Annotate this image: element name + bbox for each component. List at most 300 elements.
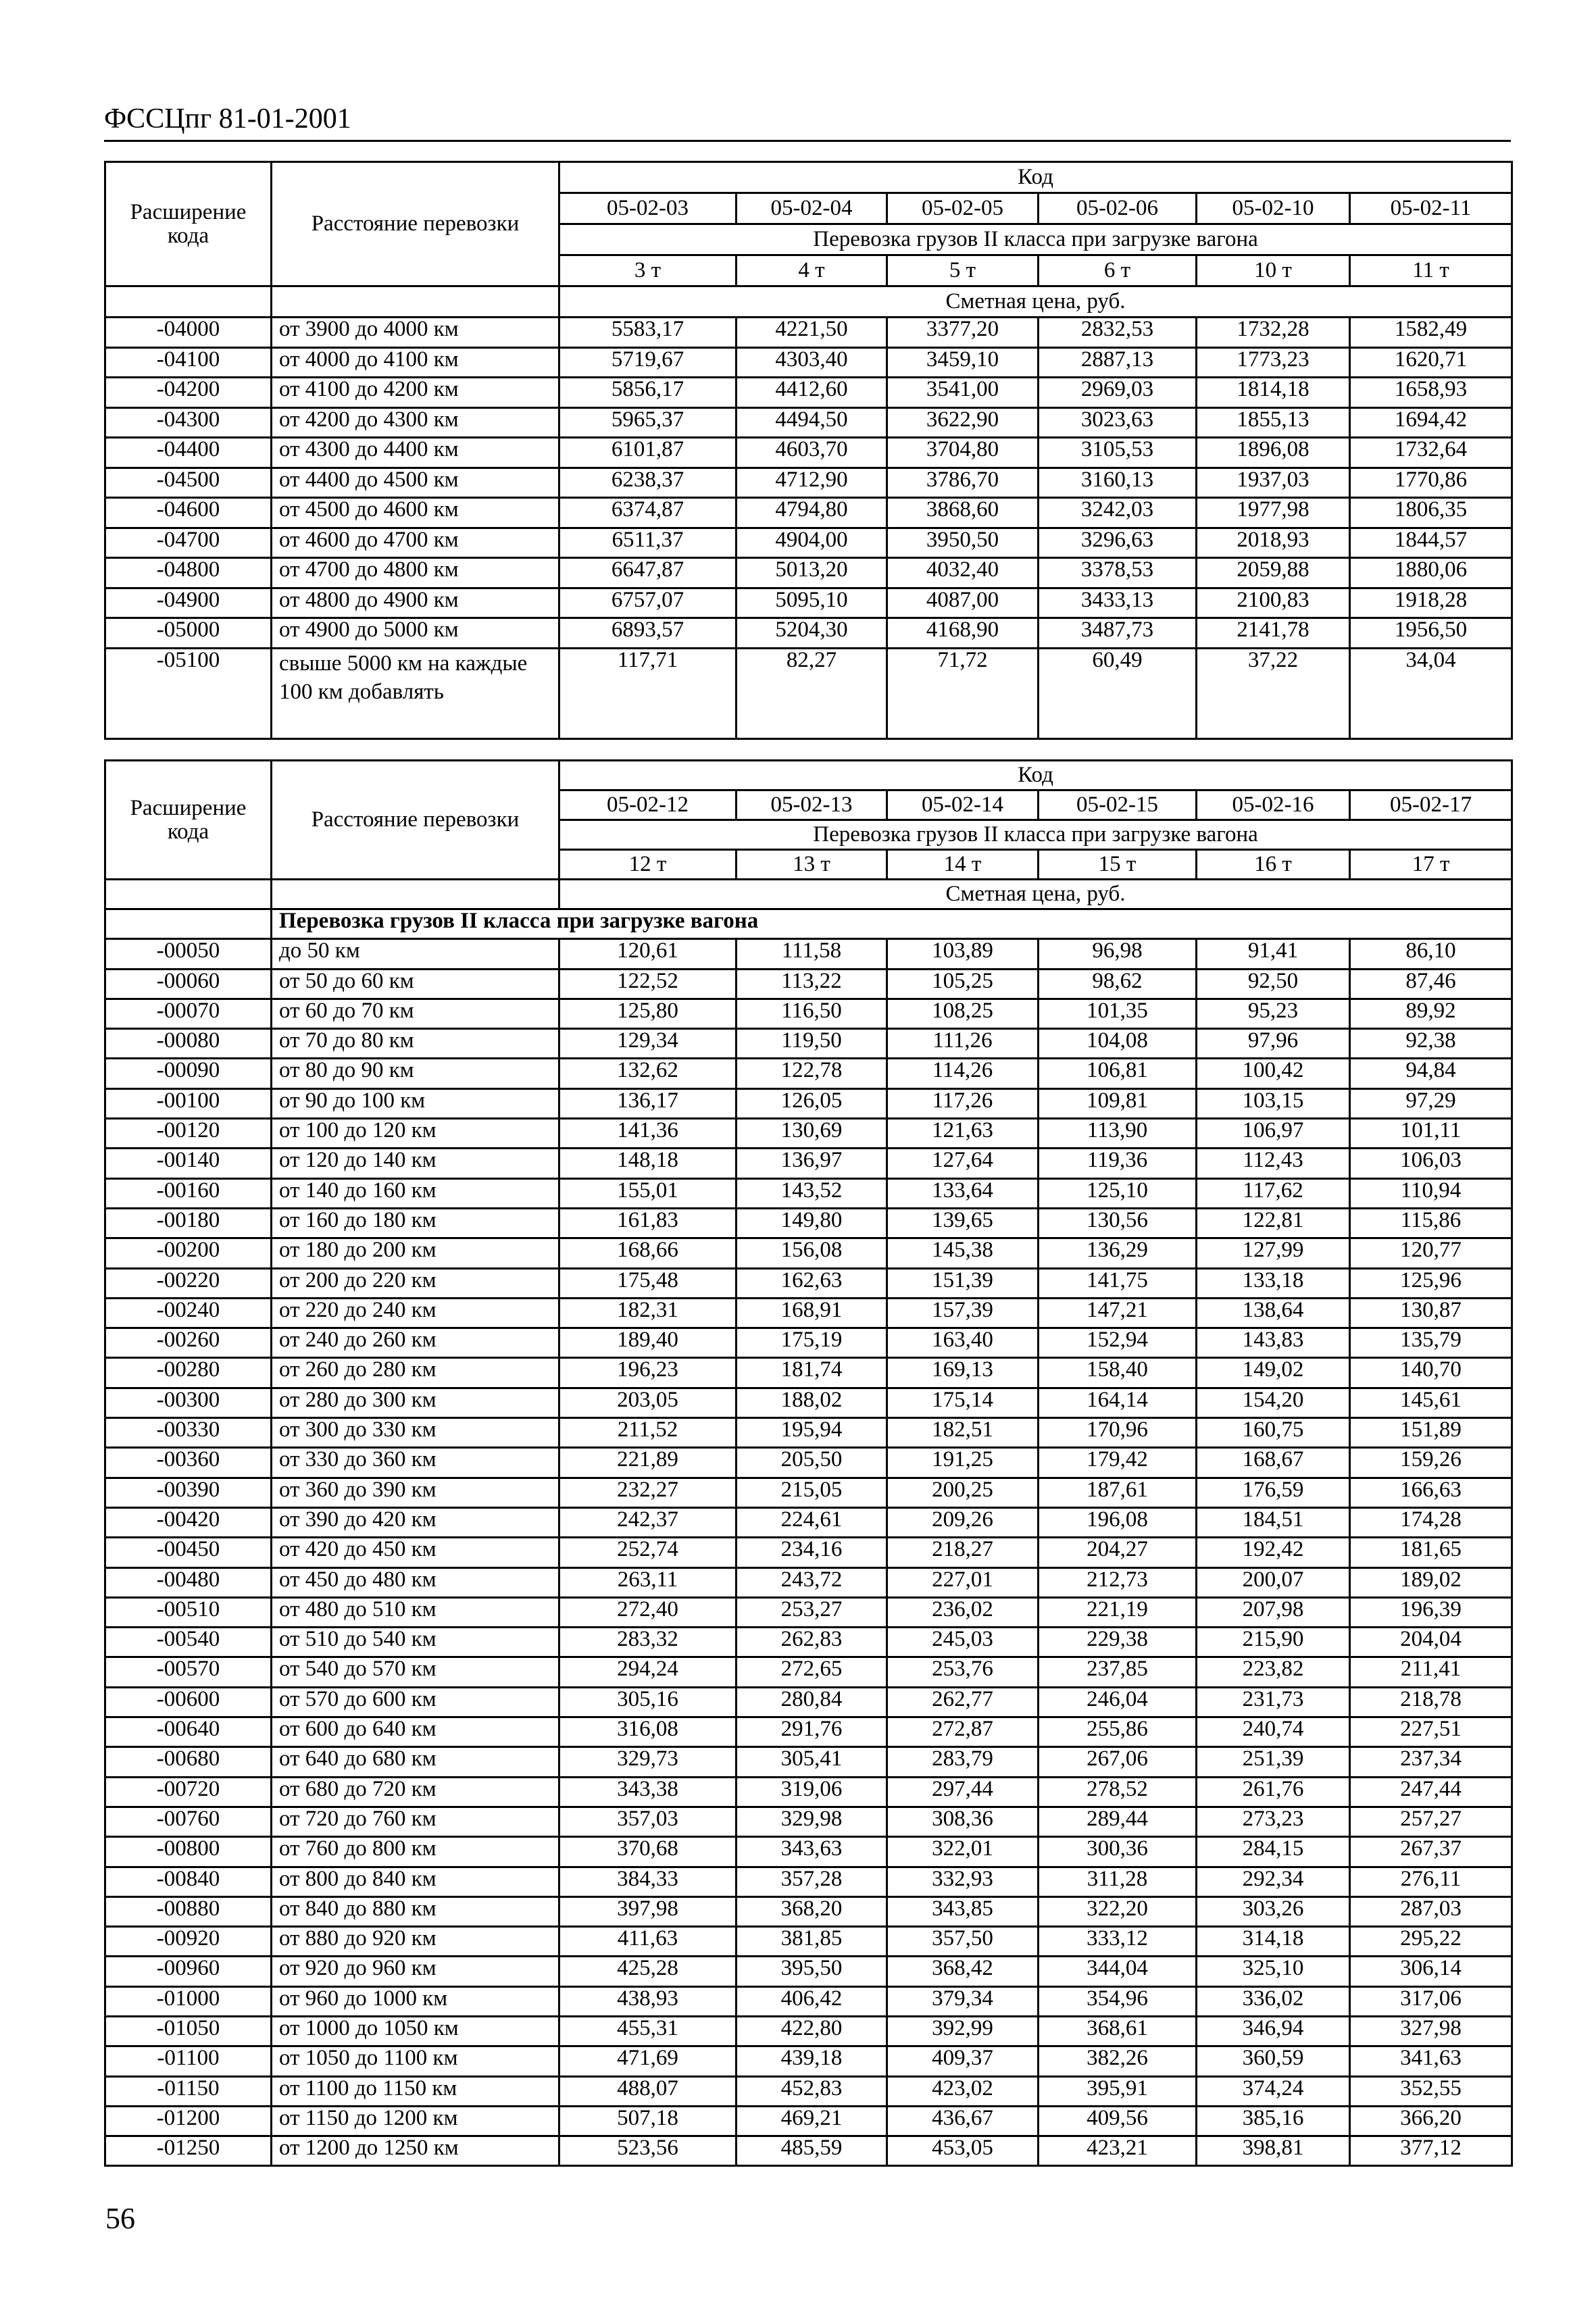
- price-cell: 4087,00: [887, 588, 1039, 618]
- price-cell: 319,06: [737, 1777, 887, 1807]
- price-cell: 1844,57: [1350, 528, 1512, 558]
- code-header: 05-02-12: [559, 790, 737, 820]
- price-cell: 1918,28: [1350, 588, 1512, 618]
- price-cell: 329,73: [559, 1747, 737, 1777]
- price-cell: 272,87: [887, 1717, 1039, 1747]
- price-cell: 308,36: [887, 1807, 1039, 1836]
- price-table-1: [104, 161, 1513, 740]
- price-cell: 3950,50: [887, 528, 1039, 558]
- table-row: [105, 588, 1512, 618]
- price-cell: 141,36: [559, 1119, 737, 1149]
- price-cell: 314,18: [1197, 1927, 1350, 1957]
- table-row: [105, 1807, 1512, 1836]
- price-cell: 6893,57: [559, 618, 737, 649]
- price-cell: 284,15: [1197, 1837, 1350, 1867]
- code-extension-cell: -04000: [105, 318, 272, 348]
- code-extension-cell: -01050: [105, 2016, 272, 2046]
- price-cell: 3160,13: [1039, 468, 1197, 498]
- price-cell: 4221,50: [737, 318, 887, 348]
- table-row: [105, 1777, 1512, 1807]
- price-cell: 224,61: [737, 1507, 887, 1537]
- price-cell: 119,36: [1039, 1149, 1197, 1178]
- price-cell: 218,78: [1350, 1687, 1512, 1717]
- code-extension-cell: -00090: [105, 1059, 272, 1088]
- price-cell: 157,39: [887, 1298, 1039, 1328]
- distance-cell: до 50 км: [272, 939, 559, 969]
- price-cell: 133,18: [1197, 1268, 1350, 1298]
- price-cell: 343,63: [737, 1837, 887, 1867]
- distance-cell: от 300 до 330 км: [272, 1418, 559, 1448]
- table-row: [105, 1059, 1512, 1088]
- price-cell: 368,20: [737, 1896, 887, 1926]
- price-cell: 92,50: [1197, 969, 1350, 999]
- table-1-body: [105, 318, 1512, 739]
- price-cell: 120,77: [1350, 1238, 1512, 1268]
- code-extension-cell: -00160: [105, 1178, 272, 1208]
- load-header: 11 т: [1350, 255, 1512, 286]
- price-cell: 130,56: [1039, 1208, 1197, 1238]
- distance-cell: от 4600 до 4700 км: [272, 528, 559, 558]
- code-extension-cell: -00360: [105, 1448, 272, 1478]
- price-cell: 317,06: [1350, 1986, 1512, 2016]
- price-cell: 127,99: [1197, 1238, 1350, 1268]
- price-cell: 3541,00: [887, 378, 1039, 408]
- price-cell: 189,02: [1350, 1567, 1512, 1597]
- price-cell: 237,85: [1039, 1657, 1197, 1687]
- price-cell: 280,84: [737, 1687, 887, 1717]
- price-cell: 111,26: [887, 1029, 1039, 1059]
- price-cell: 108,25: [887, 999, 1039, 1028]
- price-cell: 3459,10: [887, 347, 1039, 378]
- table-row: [105, 1149, 1512, 1178]
- distance-cell: от 280 до 300 км: [272, 1388, 559, 1417]
- cargo-class-header: Перевозка грузов II класса при загрузке вагона: [559, 224, 1512, 255]
- price-cell: 3487,73: [1039, 618, 1197, 649]
- distance-cell: от 4100 до 4200 км: [272, 378, 559, 408]
- price-cell: 163,40: [887, 1328, 1039, 1358]
- price-cell: 100,42: [1197, 1059, 1350, 1088]
- load-header: 12 т: [559, 850, 737, 880]
- price-cell: 5013,20: [737, 558, 887, 588]
- code-extension-cell: -00450: [105, 1538, 272, 1567]
- distance-cell: от 760 до 800 км: [272, 1837, 559, 1867]
- price-cell: 130,87: [1350, 1298, 1512, 1328]
- code-extension-cell: -00260: [105, 1328, 272, 1358]
- column-header-code: Код: [559, 761, 1512, 790]
- price-cell: 336,02: [1197, 1986, 1350, 2016]
- price-cell: 122,78: [737, 1059, 887, 1088]
- code-header: 05-02-15: [1039, 790, 1197, 820]
- price-cell: 5583,17: [559, 318, 737, 348]
- price-cell: 179,42: [1039, 1448, 1197, 1478]
- table-row: [105, 558, 1512, 588]
- price-cell: 113,90: [1039, 1119, 1197, 1149]
- price-cell: 341,63: [1350, 2046, 1512, 2076]
- price-cell: 136,29: [1039, 1238, 1197, 1268]
- price-cell: 129,34: [559, 1029, 737, 1059]
- price-cell: 159,26: [1350, 1448, 1512, 1478]
- price-cell: 148,18: [559, 1149, 737, 1178]
- price-cell: 5719,67: [559, 347, 737, 378]
- price-cell: 246,04: [1039, 1687, 1197, 1717]
- price-cell: 395,50: [737, 1957, 887, 1986]
- price-cell: 174,28: [1350, 1507, 1512, 1537]
- code-header: 05-02-17: [1350, 790, 1512, 820]
- distance-cell: от 540 до 570 км: [272, 1657, 559, 1687]
- price-cell: 111,58: [737, 939, 887, 969]
- code-extension-cell: -00680: [105, 1747, 272, 1777]
- price-cell: 6101,87: [559, 438, 737, 468]
- price-cell: 291,76: [737, 1717, 887, 1747]
- distance-cell: от 600 до 640 км: [272, 1717, 559, 1747]
- price-cell: 234,16: [737, 1538, 887, 1567]
- distance-cell: от 1200 до 1250 км: [272, 2136, 559, 2166]
- price-cell: 168,67: [1197, 1448, 1350, 1478]
- table-row: [105, 1747, 1512, 1777]
- price-cell: 184,51: [1197, 1507, 1350, 1537]
- price-cell: 170,96: [1039, 1418, 1197, 1448]
- price-cell: 1770,86: [1350, 468, 1512, 498]
- price-cell: 4712,90: [737, 468, 887, 498]
- price-cell: 2887,13: [1039, 347, 1197, 378]
- price-cell: 327,98: [1350, 2016, 1512, 2046]
- cargo-class-header: Перевозка грузов II класса при загрузке вагона: [559, 820, 1512, 850]
- code-extension-cell: -00510: [105, 1597, 272, 1627]
- price-cell: 3378,53: [1039, 558, 1197, 588]
- price-cell: 192,42: [1197, 1538, 1350, 1567]
- price-cell: 2018,93: [1197, 528, 1350, 558]
- price-cell: 5856,17: [559, 378, 737, 408]
- price-cell: 175,19: [737, 1328, 887, 1358]
- code-header: 05-02-04: [737, 193, 887, 224]
- price-cell: 252,74: [559, 1538, 737, 1567]
- price-cell: 278,52: [1039, 1777, 1197, 1807]
- price-cell: 136,17: [559, 1088, 737, 1118]
- price-cell: 523,56: [559, 2136, 737, 2166]
- price-cell: 455,31: [559, 2016, 737, 2046]
- price-cell: 207,98: [1197, 1597, 1350, 1627]
- price-cell: 98,62: [1039, 969, 1197, 999]
- price-cell: 438,93: [559, 1986, 737, 2016]
- table-row: [105, 1986, 1512, 2016]
- price-cell: 136,97: [737, 1149, 887, 1178]
- price-cell: 110,94: [1350, 1178, 1512, 1208]
- price-cell: 187,61: [1039, 1478, 1197, 1507]
- price-cell: 237,34: [1350, 1747, 1512, 1777]
- price-cell: 103,89: [887, 939, 1039, 969]
- price-cell: 3105,53: [1039, 438, 1197, 468]
- price-cell: 360,59: [1197, 2046, 1350, 2076]
- code-extension-cell: -01100: [105, 2046, 272, 2076]
- table-row: [105, 1507, 1512, 1537]
- price-cell: 191,25: [887, 1448, 1039, 1478]
- section-blank: [105, 909, 272, 939]
- distance-cell: от 640 до 680 км: [272, 1747, 559, 1777]
- price-cell: 154,20: [1197, 1388, 1350, 1417]
- price-cell: 1658,93: [1350, 378, 1512, 408]
- code-extension-cell: -00390: [105, 1478, 272, 1507]
- table-row: [105, 1178, 1512, 1208]
- table-row: [105, 2106, 1512, 2136]
- price-cell: 406,42: [737, 1986, 887, 2016]
- code-extension-cell: -00300: [105, 1388, 272, 1417]
- price-cell: 3868,60: [887, 498, 1039, 528]
- distance-cell: от 4000 до 4100 км: [272, 347, 559, 378]
- price-cell: 143,83: [1197, 1328, 1350, 1358]
- price-cell: 439,18: [737, 2046, 887, 2076]
- price-cell: 147,21: [1039, 1298, 1197, 1328]
- price-cell: 411,63: [559, 1927, 737, 1957]
- table-row: [105, 618, 1512, 649]
- price-cell: 5204,30: [737, 618, 887, 649]
- price-table-2: [104, 759, 1513, 2167]
- code-extension-cell: -04900: [105, 588, 272, 618]
- price-cell: 272,65: [737, 1657, 887, 1687]
- price-cell: 6511,37: [559, 528, 737, 558]
- price-cell: 305,16: [559, 1687, 737, 1717]
- price-cell: 469,21: [737, 2106, 887, 2136]
- price-cell: 346,94: [1197, 2016, 1350, 2046]
- code-extension-cell: -04800: [105, 558, 272, 588]
- code-extension-cell: -04200: [105, 378, 272, 408]
- price-cell: 232,27: [559, 1478, 737, 1507]
- price-cell: 297,44: [887, 1777, 1039, 1807]
- price-cell: 398,81: [1197, 2136, 1350, 2166]
- price-cell: 267,06: [1039, 1747, 1197, 1777]
- price-cell: 82,27: [737, 648, 887, 738]
- table-row: [105, 1448, 1512, 1478]
- table-row: [105, 1538, 1512, 1567]
- price-cell: 203,05: [559, 1388, 737, 1417]
- page-number: 56: [105, 2202, 135, 2235]
- price-cell: 370,68: [559, 1837, 737, 1867]
- code-extension-cell: -00330: [105, 1418, 272, 1448]
- distance-cell: от 3900 до 4000 км: [272, 318, 559, 348]
- price-cell: 161,83: [559, 1208, 737, 1238]
- price-cell: 325,10: [1197, 1957, 1350, 1986]
- distance-cell: от 260 до 280 км: [272, 1358, 559, 1388]
- price-cell: 127,64: [887, 1149, 1039, 1178]
- price-cell: 164,14: [1039, 1388, 1197, 1417]
- price-cell: 149,02: [1197, 1358, 1350, 1388]
- distance-cell: от 570 до 600 км: [272, 1687, 559, 1717]
- price-cell: 3433,13: [1039, 588, 1197, 618]
- header-rule: [104, 140, 1511, 142]
- price-cell: 311,28: [1039, 1867, 1197, 1896]
- price-cell: 344,04: [1039, 1957, 1197, 1986]
- price-cell: 382,26: [1039, 2046, 1197, 2076]
- table-row: [105, 318, 1512, 348]
- header-blank: [272, 286, 559, 318]
- price-cell: 409,56: [1039, 2106, 1197, 2136]
- price-cell: 212,73: [1039, 1567, 1197, 1597]
- price-cell: 357,03: [559, 1807, 737, 1836]
- price-cell: 379,34: [887, 1986, 1039, 2016]
- price-cell: 4303,40: [737, 347, 887, 378]
- price-cell: 176,59: [1197, 1478, 1350, 1507]
- price-cell: 352,55: [1350, 2076, 1512, 2106]
- price-cell: 215,90: [1197, 1628, 1350, 1657]
- price-cell: 122,81: [1197, 1208, 1350, 1238]
- table-row: [105, 1628, 1512, 1657]
- price-cell: 215,05: [737, 1478, 887, 1507]
- price-cell: 1732,64: [1350, 438, 1512, 468]
- price-cell: 272,40: [559, 1597, 737, 1627]
- table-row: [105, 1358, 1512, 1388]
- price-cell: 126,05: [737, 1088, 887, 1118]
- table-row: [105, 1597, 1512, 1627]
- distance-cell: от 720 до 760 км: [272, 1807, 559, 1836]
- price-cell: 247,44: [1350, 1777, 1512, 1807]
- code-extension-cell: -00880: [105, 1896, 272, 1926]
- price-cell: 332,93: [887, 1867, 1039, 1896]
- code-extension-cell: -01200: [105, 2106, 272, 2136]
- code-header: 05-02-06: [1039, 193, 1197, 224]
- price-cell: 262,83: [737, 1628, 887, 1657]
- price-cell: 162,63: [737, 1268, 887, 1298]
- price-cell: 95,23: [1197, 999, 1350, 1028]
- price-cell: 4603,70: [737, 438, 887, 468]
- price-cell: 119,50: [737, 1029, 887, 1059]
- price-cell: 133,64: [887, 1178, 1039, 1208]
- code-extension-cell: -00280: [105, 1358, 272, 1388]
- price-cell: 175,48: [559, 1268, 737, 1298]
- price-cell: 86,10: [1350, 939, 1512, 969]
- price-cell: 60,49: [1039, 648, 1197, 738]
- table-row: [105, 468, 1512, 498]
- table-row: [105, 498, 1512, 528]
- price-cell: 156,08: [737, 1238, 887, 1268]
- distance-cell: от 420 до 450 км: [272, 1538, 559, 1567]
- price-cell: 209,26: [887, 1507, 1039, 1537]
- price-cell: 6238,37: [559, 468, 737, 498]
- price-cell: 221,89: [559, 1448, 737, 1478]
- distance-cell: от 4800 до 4900 км: [272, 588, 559, 618]
- price-cell: 117,62: [1197, 1178, 1350, 1208]
- price-cell: 155,01: [559, 1178, 737, 1208]
- code-extension-cell: -01250: [105, 2136, 272, 2166]
- distance-cell: от 330 до 360 км: [272, 1448, 559, 1478]
- price-cell: 488,07: [559, 2076, 737, 2106]
- price-cell: 366,20: [1350, 2106, 1512, 2136]
- code-extension-cell: -00220: [105, 1268, 272, 1298]
- code-header: 05-02-10: [1197, 193, 1350, 224]
- table-row: [105, 1567, 1512, 1597]
- price-cell: 253,27: [737, 1597, 887, 1627]
- price-cell: 423,02: [887, 2076, 1039, 2106]
- price-cell: 151,89: [1350, 1418, 1512, 1448]
- table-row: [105, 2016, 1512, 2046]
- header-blank: [105, 286, 272, 318]
- price-cell: 300,36: [1039, 1837, 1197, 1867]
- price-cell: 368,61: [1039, 2016, 1197, 2046]
- price-cell: 101,11: [1350, 1119, 1512, 1149]
- load-header: 14 т: [887, 850, 1039, 880]
- price-cell: 2832,53: [1039, 318, 1197, 348]
- distance-cell: от 390 до 420 км: [272, 1507, 559, 1537]
- distance-cell: от 960 до 1000 км: [272, 1986, 559, 2016]
- price-cell: 289,44: [1039, 1807, 1197, 1836]
- price-cell: 205,50: [737, 1448, 887, 1478]
- price-cell: 3704,80: [887, 438, 1039, 468]
- price-cell: 106,81: [1039, 1059, 1197, 1088]
- table-row: [105, 648, 1512, 738]
- price-cell: 135,79: [1350, 1328, 1512, 1358]
- table-row: [105, 1418, 1512, 1448]
- code-extension-cell: -00120: [105, 1119, 272, 1149]
- price-cell: 5095,10: [737, 588, 887, 618]
- price-cell: 357,50: [887, 1927, 1039, 1957]
- code-extension-cell: -04100: [105, 347, 272, 378]
- code-extension-cell: -00920: [105, 1927, 272, 1957]
- load-header: 4 т: [737, 255, 887, 286]
- table-row: [105, 528, 1512, 558]
- price-cell: 188,02: [737, 1388, 887, 1417]
- price-cell: 377,12: [1350, 2136, 1512, 2166]
- price-cell: 397,98: [559, 1896, 737, 1926]
- code-extension-cell: -04600: [105, 498, 272, 528]
- price-cell: 306,14: [1350, 1957, 1512, 1986]
- price-cell: 242,37: [559, 1507, 737, 1537]
- price-cell: 385,16: [1197, 2106, 1350, 2136]
- price-cell: 263,11: [559, 1567, 737, 1597]
- price-cell: 305,41: [737, 1747, 887, 1777]
- code-extension-cell: -00480: [105, 1567, 272, 1597]
- price-cell: 227,51: [1350, 1717, 1512, 1747]
- price-cell: 125,80: [559, 999, 737, 1028]
- price-cell: 354,96: [1039, 1986, 1197, 2016]
- price-cell: 113,22: [737, 969, 887, 999]
- price-cell: 104,08: [1039, 1029, 1197, 1059]
- price-cell: 3786,70: [887, 468, 1039, 498]
- price-cell: 106,03: [1350, 1149, 1512, 1178]
- code-extension-cell: -00420: [105, 1507, 272, 1537]
- price-cell: 4412,60: [737, 378, 887, 408]
- price-cell: 4494,50: [737, 407, 887, 438]
- price-cell: 2100,83: [1197, 588, 1350, 618]
- distance-cell: от 4300 до 4400 км: [272, 438, 559, 468]
- price-cell: 436,67: [887, 2106, 1039, 2136]
- price-cell: 211,52: [559, 1418, 737, 1448]
- code-extension-cell: -05000: [105, 618, 272, 649]
- code-extension-cell: -00960: [105, 1957, 272, 1986]
- code-extension-cell: -00050: [105, 939, 272, 969]
- table-row: [105, 1867, 1512, 1896]
- document-code: ФССЦпг 81-01-2001: [104, 103, 351, 134]
- price-cell: 303,26: [1197, 1896, 1350, 1926]
- table-row: [105, 2046, 1512, 2076]
- code-extension-cell: -00640: [105, 1717, 272, 1747]
- code-extension-cell: -00720: [105, 1777, 272, 1807]
- price-cell: 1806,35: [1350, 498, 1512, 528]
- code-extension-cell: -00200: [105, 1238, 272, 1268]
- price-cell: 168,91: [737, 1298, 887, 1328]
- price-cell: 168,66: [559, 1238, 737, 1268]
- price-cell: 392,99: [887, 2016, 1039, 2046]
- price-cell: 322,01: [887, 1837, 1039, 1867]
- section-title: Перевозка грузов II класса при загрузке вагона: [272, 909, 1512, 939]
- price-cell: 117,71: [559, 648, 737, 738]
- price-cell: 6757,07: [559, 588, 737, 618]
- price-cell: 1896,08: [1197, 438, 1350, 468]
- code-extension-cell: -00180: [105, 1208, 272, 1238]
- table-2-body: [105, 909, 1512, 2166]
- price-cell: 5965,37: [559, 407, 737, 438]
- price-cell: 287,03: [1350, 1896, 1512, 1926]
- distance-cell: от 4200 до 4300 км: [272, 407, 559, 438]
- price-cell: 6374,87: [559, 498, 737, 528]
- price-cell: 2969,03: [1039, 378, 1197, 408]
